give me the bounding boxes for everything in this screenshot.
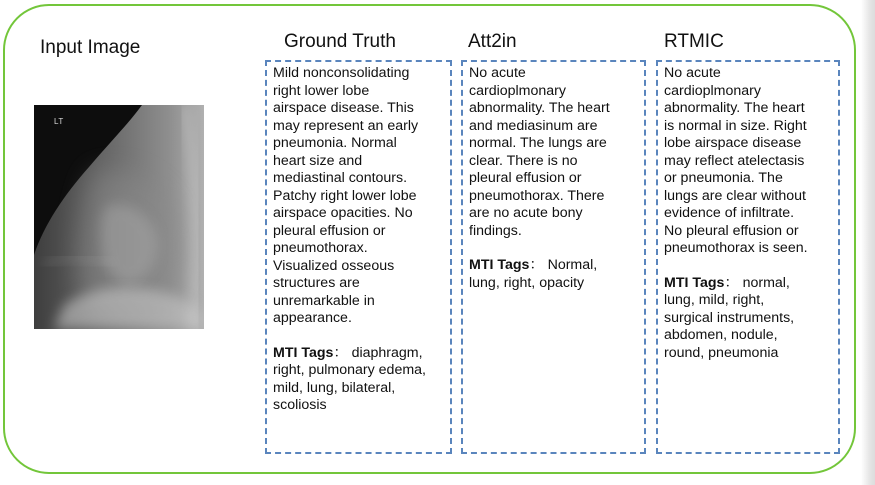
page-edge-shadow [861, 0, 875, 485]
att2in-report: No acute cardioplmonary abnormality. The heart and mediasinum are normal. The lungs are clear. There is no pleural effusion or pneumothorax. There are no acute bony findings. [469, 65, 610, 239]
input-image-title: Input Image [40, 37, 141, 58]
rtmic-report: No acute cardioplmonary abnormality. The heart is normal in size. Right lobe airspace disease may reflect atelectasis or pneumonia. The lungs are clear without evidence of infiltrate. No pleural effusion or pneumothorax is seen. [664, 65, 808, 256]
ground-truth-panel [265, 60, 452, 454]
ground-truth-tag-list: ： diaphragm, right, pulmonary edema, mild, lung, bilateral, scoliosis [273, 344, 426, 413]
rtmic-title: RTMIC [664, 31, 724, 52]
input-xray-image [34, 105, 204, 329]
ground-truth-title: Ground Truth [284, 31, 396, 52]
att2in-title: Att2in [468, 31, 517, 52]
rtmic-panel [656, 60, 840, 454]
att2in-tags [469, 257, 640, 292]
tags-label: MTI Tags [273, 344, 334, 361]
ground-truth-report: Mild nonconsolidating right lower lobe airspace disease. This may represent an early pneumonia. Normal heart size and mediastinal contours. Patchy right lower lobe airspace opacities. No pleural effusion or pneumothorax. Visualized osseous structures are unremarkable in appearance. [273, 65, 419, 326]
image-marker-label: LT [54, 117, 64, 126]
tags-label: MTI Tags [469, 257, 530, 273]
rtmic-tags [664, 275, 834, 363]
xray-picture [34, 105, 204, 329]
ground-truth-tags [273, 345, 446, 415]
rtmic-tag-list: ： normal, lung, mild, right, surgical instruments, abdomen, nodule, round, pneumonia [664, 274, 795, 361]
tags-label: MTI Tags [664, 274, 725, 291]
att2in-tag-list: ： Normal, lung, right, opacity [469, 257, 598, 291]
att2in-panel [461, 60, 646, 454]
